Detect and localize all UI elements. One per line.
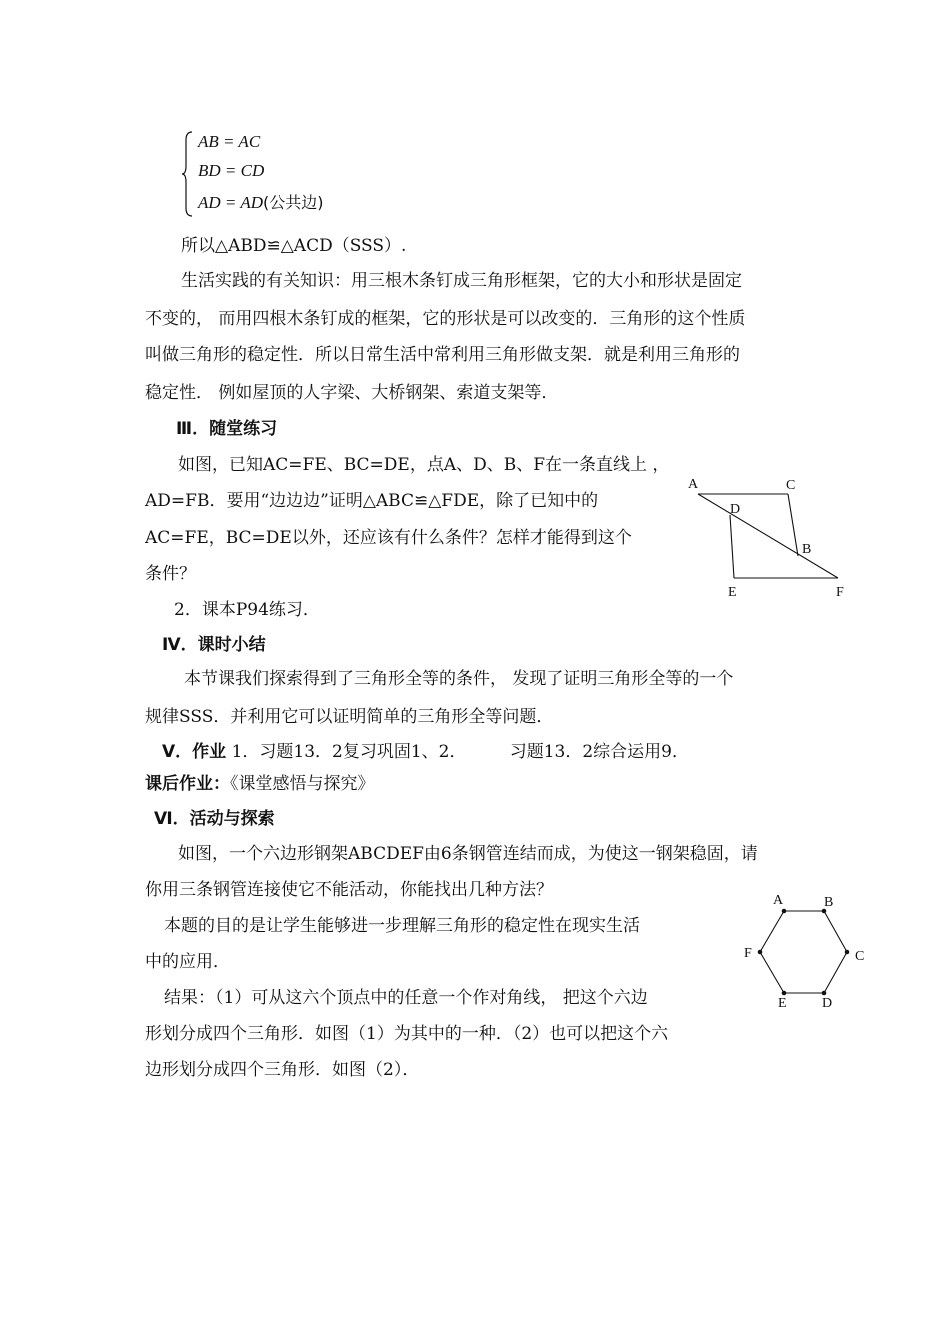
- section-6-para-7: 边形划分成四个三角形．如图（2）．: [145, 1060, 420, 1080]
- vertex-c-dot: [845, 950, 850, 955]
- knowledge-line-1: 生活实践的有关知识：用三根木条钉成三角形框架，它的大小和形状是固定: [181, 271, 742, 291]
- fig2-label-c: C: [855, 949, 865, 964]
- fig1-label-f: F: [836, 585, 844, 600]
- section-6-heading: Ⅵ．活动与探索: [154, 809, 275, 829]
- knowledge-line-2: 不变的， 而用四根木条钉成的框架，它的形状是可以改变的．三角形的这个性质: [145, 309, 746, 329]
- section-5-content: 1．习题13．2复习巩固1、2． 习题13．2综合运用9．: [231, 742, 689, 762]
- fig2-label-d: D: [822, 996, 833, 1011]
- section-6-para-3: 本题的目的是让学生能够进一步理解三角形的稳定性在现实生活: [164, 916, 640, 936]
- fig1-label-a: A: [688, 477, 699, 492]
- section-6-para-6: 形划分成四个三角形．如图（1）为其中的一种．（2）也可以把这个六: [145, 1024, 669, 1044]
- common-side-note: (公共边): [263, 193, 324, 212]
- fig1-label-d: D: [730, 502, 741, 517]
- section-5-line: [162, 741, 689, 763]
- fig2-label-b: B: [824, 895, 834, 910]
- equation-bd-cd: BD = CD: [198, 161, 265, 180]
- segment-af: [698, 494, 838, 578]
- vertex-d-dot: [822, 991, 827, 996]
- section-3-para-3: AC=FE，BC=DE以外，还应该有什么条件？怎样才能得到这个: [145, 528, 632, 548]
- section-3-para-4: 条件？: [145, 564, 196, 584]
- section-6-para-2: 你用三条钢管连接使它不能活动，你能找出几种方法？: [145, 880, 553, 900]
- section-3-para-2: AD=FB．要用“边边边”证明△ABC≌△FDE，除了已知中的: [145, 491, 599, 511]
- section-4-para-1: 本节课我们探索得到了三角形全等的条件， 发现了证明三角形全等的一个: [184, 669, 734, 689]
- section-3-para-1: 如图，已知AC=FE、BC=DE，点A、D、B、F在一条直线上 ，: [178, 455, 670, 475]
- section-4-para-2: 规律SSS．并利用它可以证明简单的三角形全等问题．: [145, 707, 554, 727]
- section-6-para-5: 结果：（1）可从这六个顶点中的任意一个作对角线， 把这个六边: [164, 988, 648, 1008]
- fig2-label-e: E: [778, 996, 787, 1011]
- fig2-label-a: A: [773, 893, 784, 908]
- hexagon-outline: [760, 911, 847, 993]
- vertex-a-dot: [782, 909, 787, 914]
- section-3-item-2: 2．课本P94练习．: [174, 600, 320, 620]
- knowledge-line-4: 稳定性． 例如屋顶的人字梁、大桥钢架、索道支架等．: [145, 383, 559, 403]
- vertex-f-dot: [758, 950, 763, 955]
- fig1-label-c: C: [786, 478, 796, 493]
- knowledge-line-3: 叫做三角形的稳定性．所以日常生活中常利用三角形做支架．就是利用三角形的: [145, 345, 740, 365]
- vertex-e-dot: [782, 991, 787, 996]
- segment-de: [730, 515, 734, 578]
- section-4-heading: Ⅳ．课时小结: [162, 635, 266, 655]
- triangle-figure: [680, 470, 860, 605]
- section-3-heading: Ⅲ．随堂练习: [176, 419, 278, 439]
- fig2-label-f: F: [744, 946, 752, 961]
- after-class-line: [145, 773, 375, 795]
- conclusion-line: 所以△ABD≌△ACD（SSS）.: [181, 236, 407, 256]
- after-class-label: 课后作业：: [145, 774, 230, 794]
- section-5-heading: Ⅴ．作业: [162, 742, 227, 762]
- equation-ab-ac: AB = AC: [198, 132, 261, 151]
- section-6-para-1: 如图，一个六边形钢架ABCDEF由6条钢管连结而成，为使这一钢架稳固，请: [178, 844, 758, 864]
- after-class-content: 《课堂感悟与探究》: [230, 774, 375, 794]
- equation-brace: [180, 130, 196, 218]
- fig1-label-b: B: [802, 542, 812, 557]
- fig1-label-e: E: [728, 585, 737, 600]
- segment-cb: [788, 494, 798, 556]
- hexagon-figure: [740, 885, 870, 1015]
- section-6-para-4: 中的应用．: [145, 952, 230, 972]
- equation-ad-ad: AD = AD(公共边): [198, 193, 324, 212]
